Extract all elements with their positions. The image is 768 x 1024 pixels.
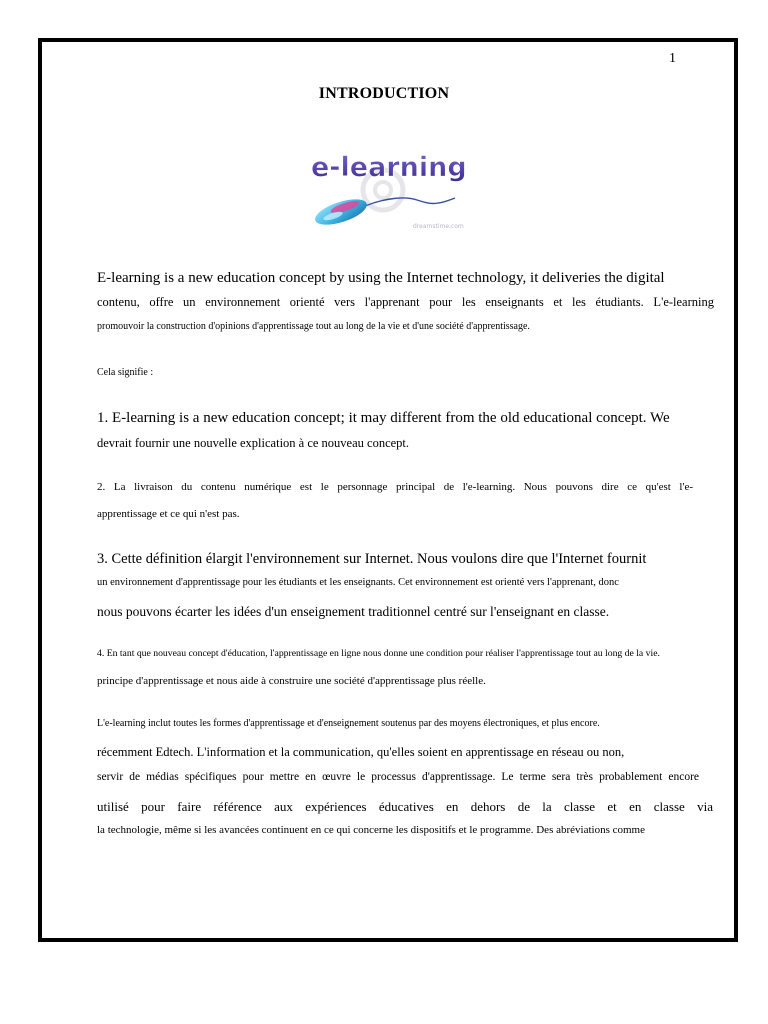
body-line: utilisé pour faire référence aux expériences éducatives en dehors de la classe et en classe via	[97, 799, 713, 814]
body-line: récemment Edtech. L'information et la communication, qu'elles soient en apprentissage en réseau ou non,	[97, 745, 625, 759]
computer-mouse-icon	[312, 194, 370, 230]
body-line: principe d'apprentissage et nous aide à construire une société d'apprentissage plus réelle.	[97, 675, 486, 687]
mouse-cable	[365, 198, 455, 206]
body-line: contenu, offre un environnement orienté vers l'apprenant pour les enseignants et les étudiants. L'e-learning	[97, 295, 714, 309]
body-line: apprentissage et ce qui n'est pas.	[97, 508, 240, 520]
body-line: servir de médias spécifiques pour mettre en œuvre le processus d'apprentissage. Le terme sera très probablement encore	[97, 771, 699, 783]
body-line: E-learning is a new education concept by using the Internet technology, it deliveries the digital	[97, 270, 665, 286]
body-line: un environnement d'apprentissage pour les étudiants et les enseignants. Cet environnement est orienté vers l'apprenant, donc	[97, 577, 619, 588]
body-line: 2. La livraison du contenu numérique est le personnage principal de l'e-learning. Nous pouvons dire ce qu'est l'e-	[97, 481, 693, 493]
body-line: Cela signifie :	[97, 367, 154, 378]
body-line: la technologie, même si les avancées continuent en ce qui concerne les dispositifs et le programme. Des abréviations comme	[97, 824, 645, 836]
body-line: devrait fournir une nouvelle explication à ce nouveau concept.	[97, 436, 410, 450]
e-learning-logo-image	[305, 140, 477, 232]
logo-wordmark: e-learning	[311, 152, 467, 183]
watermark-text: dreamstime.com	[413, 223, 464, 230]
body-line: 4. En tant que nouveau concept d'éducation, l'apprentissage en ligne nous donne une condition pour réaliser l'apprentissage tout au long de la vie.	[97, 648, 660, 659]
page-number: 1	[669, 51, 676, 66]
body-line: nous pouvons écarter les idées d'un enseignement traditionnel centré sur l'enseignant en classe.	[97, 604, 610, 619]
body-line: 1. E-learning is a new education concept; it may different from the old educational concept. We	[97, 410, 670, 426]
body-line: 3. Cette définition élargit l'environnement sur Internet. Nous voulons dire que l'Internet fournit	[97, 551, 647, 567]
body-line: promouvoir la construction d'opinions d'apprentissage tout au long de la vie et d'une société d'apprentissage.	[97, 321, 530, 332]
page-title: INTRODUCTION	[318, 85, 450, 102]
body-line: L'e-learning inclut toutes les formes d'apprentissage et d'enseignement soutenus par des moyens électroniques, et plus encore.	[97, 718, 600, 729]
